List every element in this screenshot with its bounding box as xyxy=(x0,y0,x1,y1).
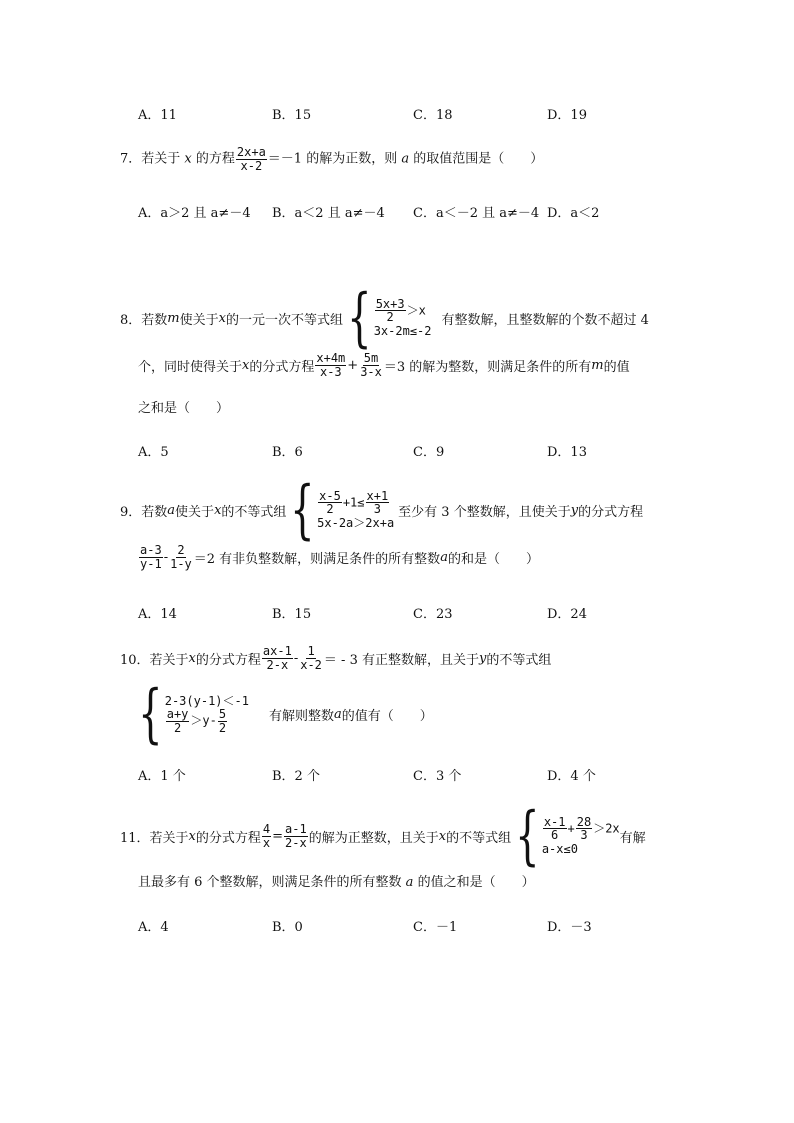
q8-fraction-1 xyxy=(315,352,346,378)
q11-var-x: x xyxy=(438,828,447,844)
left-brace-icon: { xyxy=(290,473,315,547)
q9-inequality-system xyxy=(286,473,395,547)
q8-f2-denominator: 3-x xyxy=(360,364,382,379)
q8-fraction-2 xyxy=(359,352,383,378)
q6-option-d: D．19 xyxy=(547,108,587,123)
q8-text: 的值 xyxy=(603,359,630,375)
q10-var-x: x xyxy=(188,650,196,666)
q11-ineq1-rhs: ＞2x xyxy=(593,821,620,836)
q6-option-a: A．11 xyxy=(138,108,177,123)
q8-option-c: C．9 xyxy=(413,445,445,460)
q11-text: 的分式方程 xyxy=(195,830,261,846)
q10-ineq1: 2-3(y-1)＜-1 xyxy=(164,693,249,708)
q7-text: 7．若关于 xyxy=(120,151,185,167)
q11-text: 的值之和是（ ） xyxy=(413,875,535,890)
q9-ineq1-f1-numerator: x-5 xyxy=(319,488,341,503)
q10-text: 的不等式组 xyxy=(486,652,552,668)
q10-ineq2-f-denominator: 2 xyxy=(218,720,227,735)
q7-stem xyxy=(120,146,543,172)
q7-fraction xyxy=(236,146,267,172)
q10-stem-line1 xyxy=(120,645,551,671)
q8-text: 使关于 xyxy=(179,312,219,328)
q8-plus: + xyxy=(347,357,359,373)
q7-option-a: A．a＞2 且 a≠－4 xyxy=(138,206,251,221)
q10-stem-line2 xyxy=(134,677,433,751)
q11-inequality-system xyxy=(511,799,620,873)
q11-f1-numerator: 4 xyxy=(262,821,271,836)
q8-text: 8．若数 xyxy=(120,312,168,328)
q10-var-y: y xyxy=(478,650,487,666)
q7-frac-numerator: 2x+a xyxy=(236,145,266,159)
q8-option-a: A．5 xyxy=(138,445,169,460)
q8-ineq1-numerator: 5x+3 xyxy=(375,296,405,311)
q9-var-y: y xyxy=(570,502,579,518)
q8-text: 的一元一次不等式组 xyxy=(225,312,343,328)
q11-f2-denominator: 2-x xyxy=(285,835,307,850)
q9-f2-numerator: 2 xyxy=(177,543,185,557)
q11-f2-numerator: a-1 xyxy=(285,821,307,836)
q9-ineq1-f2-denominator: 3 xyxy=(373,502,381,517)
q11-ineq1-f2-denominator: 3 xyxy=(580,828,588,843)
q7-var-a: a xyxy=(401,151,410,167)
q9-text: 使关于 xyxy=(175,504,215,520)
q8-stem-line1 xyxy=(120,281,649,355)
q8-f1-numerator: x+4m xyxy=(316,351,346,365)
q10-ineq2-denominator: 2 xyxy=(173,720,182,735)
q8-var-x: x xyxy=(218,310,226,326)
q7-frac-denominator: x-2 xyxy=(240,158,263,173)
q10-option-d: D．4 个 xyxy=(547,769,596,784)
q9-ineq1-mid: +1≤ xyxy=(342,495,365,510)
q11-ineq2: a-x≤0 xyxy=(541,841,578,856)
q10-f1-denominator: 2-x xyxy=(266,657,289,672)
q9-option-a: A．14 xyxy=(138,607,177,622)
q9-text: 的和是（ ） xyxy=(447,551,539,567)
q9-var-a: a xyxy=(440,549,448,565)
q9-stem-line2 xyxy=(138,544,539,570)
q8-inequality-system xyxy=(343,281,432,355)
q11-text: 11．若关于 xyxy=(120,830,189,846)
q7-text: ＝－1 的解为正数，则 xyxy=(267,151,402,167)
q10-ineq2-mid: ＞y- xyxy=(190,713,217,728)
q11-var-a: a xyxy=(405,875,414,890)
q7-text: 的取值范围是（ ） xyxy=(409,151,544,167)
q8-f2-numerator: 5m xyxy=(363,351,379,365)
q9-fraction-2 xyxy=(169,544,193,570)
q8-ineq1-denominator: 2 xyxy=(386,310,394,325)
q10-f1-numerator: ax-1 xyxy=(262,644,292,658)
q7-option-d: D．a＜2 xyxy=(547,206,600,221)
q11-f1-denominator: x xyxy=(262,835,271,850)
q9-option-c: C．23 xyxy=(413,607,453,622)
q11-ineq1-f1-numerator: x-1 xyxy=(543,814,566,829)
q11-option-b: B．0 xyxy=(272,920,303,935)
q10-text: 10．若关于 xyxy=(120,652,189,668)
q11-ineq1-f1-denominator: 6 xyxy=(551,828,559,843)
q9-var-a: a xyxy=(167,502,176,518)
q11-text: 且最多有 6 个整数解，则满足条件的所有整数 xyxy=(138,875,406,890)
q9-text: 9．若数 xyxy=(120,504,168,520)
q10-option-b: B．2 个 xyxy=(272,769,320,784)
q11-stem-line2 xyxy=(138,871,535,890)
left-brace-icon: { xyxy=(138,677,163,751)
q9-text: ＝2 有非负整数解，则满足条件的所有整数 xyxy=(193,551,441,567)
q8-var-m: m xyxy=(591,357,604,373)
q10-f2-numerator: 1 xyxy=(307,644,315,658)
q9-option-d: D．24 xyxy=(547,607,587,622)
q10-inequality-system xyxy=(134,677,249,751)
q8-f1-denominator: x-3 xyxy=(319,364,342,379)
q11-text: 的不等式组 xyxy=(446,830,512,846)
q10-minus: - xyxy=(293,650,299,666)
q9-var-x: x xyxy=(214,502,222,518)
q9-text: 至少有 3 个整数解，且使关于 xyxy=(398,504,571,520)
q10-ineq2-f-numerator: 5 xyxy=(218,707,227,722)
q11-option-a: A．4 xyxy=(138,920,169,935)
q8-option-d: D．13 xyxy=(547,445,587,460)
left-brace-icon: { xyxy=(515,799,540,873)
q10-text: ＝ - 3 有正整数解，且关于 xyxy=(323,652,479,668)
q9-text: 的不等式组 xyxy=(221,504,287,520)
q11-option-c: C．－1 xyxy=(413,920,458,935)
q8-text: 个，同时使得关于 xyxy=(138,359,243,375)
q8-option-b: B．6 xyxy=(272,445,303,460)
q10-ineq2-numerator: a+y xyxy=(166,707,189,722)
q9-text: 的分式方程 xyxy=(578,504,644,520)
q11-ineq1-f2-numerator: 28 xyxy=(576,814,592,829)
q10-f2-denominator: x-2 xyxy=(300,657,322,672)
q10-text: 的值有（ ） xyxy=(341,708,433,724)
q11-text: 有解 xyxy=(619,830,646,846)
q8-text: 的分式方程 xyxy=(249,359,315,375)
q9-stem-line1 xyxy=(120,473,644,547)
q9-option-b: B．15 xyxy=(272,607,312,622)
q11-var-x: x xyxy=(188,828,196,844)
q6-option-b: B．15 xyxy=(272,108,312,123)
q11-fraction-2 xyxy=(284,823,308,849)
q9-ineq2: 5x-2a＞2x+a xyxy=(317,515,395,530)
q10-option-c: C．3 个 xyxy=(413,769,462,784)
q11-option-d: D．－3 xyxy=(547,920,592,935)
q11-fraction-1 xyxy=(262,823,271,849)
q7-option-c: C．a＜－2 且 a≠－4 xyxy=(413,206,540,221)
q9-ineq1-f2-numerator: x+1 xyxy=(366,488,389,503)
q8-var-m: m xyxy=(167,310,180,326)
q10-option-a: A．1 个 xyxy=(138,769,186,784)
q11-stem-line1 xyxy=(120,799,646,873)
q11-equals: = xyxy=(272,828,284,844)
q11-ineq1-plus: + xyxy=(567,821,575,836)
q9-minus: - xyxy=(163,549,169,565)
q10-var-a: a xyxy=(333,706,342,722)
q10-text: 的分式方程 xyxy=(195,652,261,668)
q8-var-x: x xyxy=(242,357,250,373)
q9-fraction-1 xyxy=(139,544,163,570)
q7-text: 的方程 xyxy=(191,151,235,167)
q8-stem-line3: 之和是（ ） xyxy=(138,401,230,416)
q8-text: ＝3 的解为整数，则满足条件的所有 xyxy=(383,359,592,375)
q10-fraction-2 xyxy=(299,645,323,671)
q8-stem-line2 xyxy=(138,352,630,378)
q11-text: 的解为正整数，且关于 xyxy=(308,830,439,846)
q7-var-x: x xyxy=(184,151,192,167)
q8-ineq2: 3x-2m≤-2 xyxy=(373,323,432,338)
q8-ineq1-rhs: ＞x xyxy=(406,303,426,318)
q10-text: 有解则整数 xyxy=(268,708,334,724)
q9-f2-denominator: 1-y xyxy=(170,556,192,571)
q8-text: 有整数解，且整数解的个数不超过 4 xyxy=(441,312,649,328)
q10-fraction-1 xyxy=(262,645,293,671)
q9-ineq1-f1-denominator: 2 xyxy=(326,502,334,517)
q9-f1-denominator: y-1 xyxy=(140,556,162,571)
q9-f1-numerator: a-3 xyxy=(140,543,162,557)
q6-option-c: C．18 xyxy=(413,108,453,123)
left-brace-icon: { xyxy=(347,281,372,355)
q7-option-b: B．a＜2 且 a≠－4 xyxy=(272,206,385,221)
